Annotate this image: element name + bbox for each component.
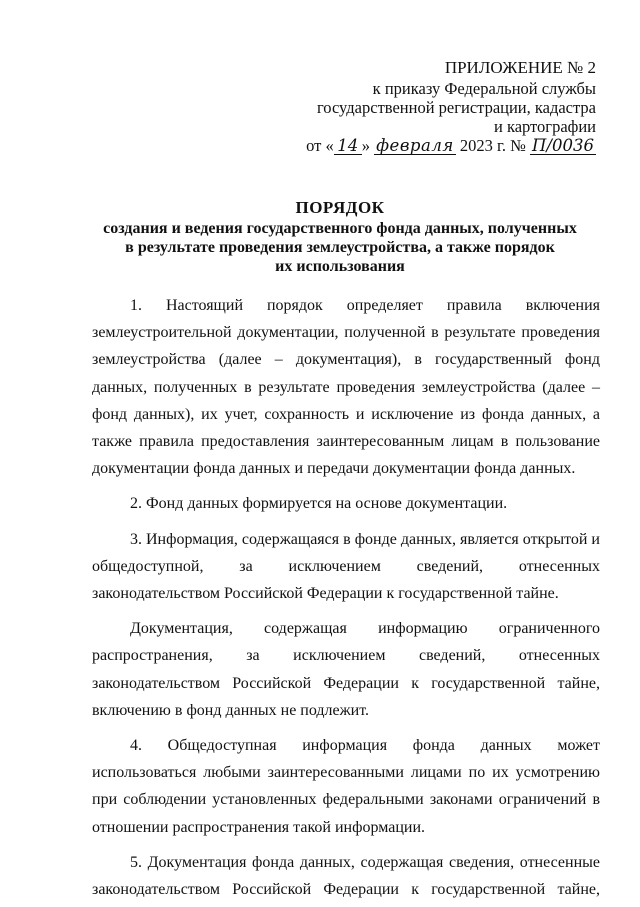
- paragraph-4: 4. Общедоступная информация фонда данных может использоваться любыми заинтересованными лицами по их усмотрению при соблюдении установленных федеральными законами ограничений в отношении распространения такой информации.: [92, 737, 600, 836]
- paragraph-5: 5. Документация фонда данных, содержащая сведения, отнесенные законодательством Российской Федерации к государственной тайне,: [92, 853, 600, 899]
- order-date-line: [296, 136, 596, 155]
- paragraph-1: 1. Настоящий порядок определяет правила включения землеустроительной документации, полученной в результате проведения землеустройства (далее – документация), в государственный фонд данных, полученных в результате проведения землеустройства (далее – фонд данных), их учет, сохранность и исключение из фонда данных, а также правила предоставления заинтересованным лицам в пользование документации фонда данных и передачи документации фонда данных.: [92, 297, 600, 478]
- heading-line-3: их использования: [275, 258, 405, 275]
- document-heading: [90, 198, 590, 276]
- paragraph-2: 2. Фонд данных формируется на основе документации.: [130, 495, 508, 513]
- document-body: [92, 292, 600, 907]
- handwritten-month: февраля: [376, 136, 454, 155]
- date-mid: »: [361, 136, 371, 155]
- heading-title: ПОРЯДОК: [295, 198, 385, 217]
- heading-line-2: в результате проведения землеустройства, а также порядок: [125, 239, 555, 256]
- handwritten-day: 14: [334, 138, 362, 155]
- paragraph-3-continued: Документация, содержащая информацию ограниченного распространения, за исключением сведений, отнесенных законодательством Российской Федерации к государственной тайне, включению в фонд данных не подлежит.: [92, 620, 600, 719]
- paragraph-3: 3. Информация, содержащаяся в фонде данных, является открытой и общедоступной, за исключением сведений, отнесенных законодательством Российской Федерации к государственной тайне.: [92, 530, 600, 603]
- handwritten-order-number: П/0036: [532, 136, 594, 155]
- appendix-line-2: государственной регистрации, кадастра: [316, 98, 596, 117]
- appendix-title: ПРИЛОЖЕНИЕ № 2: [444, 58, 596, 77]
- year-text: 2023 г. №: [459, 136, 526, 155]
- appendix-block: [296, 58, 596, 155]
- appendix-line-3: и картографии: [493, 117, 596, 136]
- heading-line-1: создания и ведения государственного фонда данных, полученных: [103, 220, 577, 237]
- appendix-line-1: к приказу Федеральной службы: [372, 79, 596, 98]
- date-prefix: от «: [306, 136, 334, 155]
